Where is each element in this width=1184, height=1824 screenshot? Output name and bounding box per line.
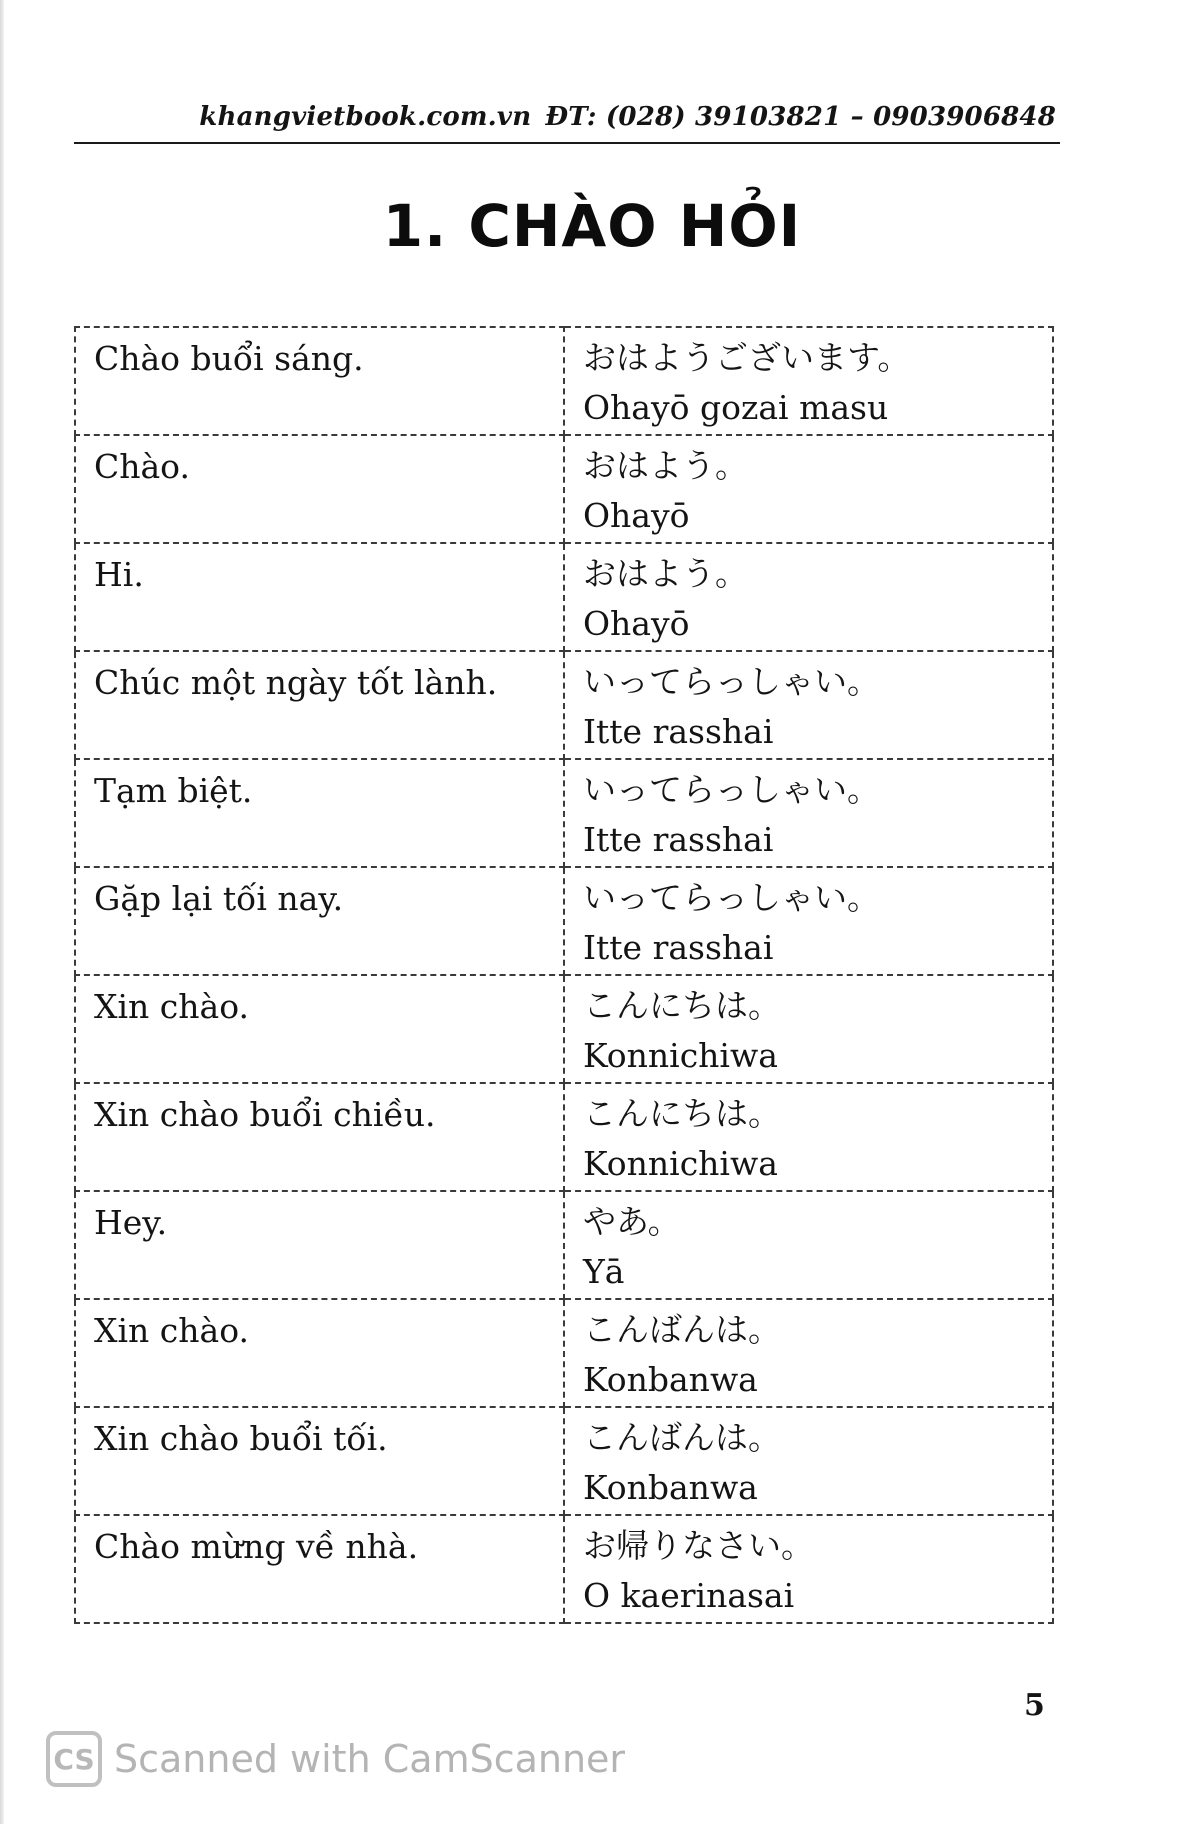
japanese-kana: おはようございます。 [583, 338, 911, 377]
japanese-kana: いってらっしゃい。 [583, 878, 880, 917]
phrase-table-body [75, 327, 1053, 1623]
japanese-kana: いってらっしゃい。 [583, 662, 880, 701]
vietnamese-phrase: Xin chào. [75, 975, 564, 1083]
page-edge [0, 0, 4, 1824]
romaji-reading: Konbanwa [583, 1468, 758, 1507]
table-row [75, 1299, 1053, 1407]
vietnamese-phrase: Chúc một ngày tốt lành. [75, 651, 564, 759]
header-contact [199, 102, 1056, 132]
japanese-kana: こんにちは。 [583, 1094, 781, 1133]
table-row [75, 543, 1053, 651]
page-header [74, 96, 1060, 144]
table-row [75, 327, 1053, 435]
vietnamese-phrase: Chào buổi sáng. [75, 327, 564, 435]
vietnamese-phrase: Xin chào buổi chiều. [75, 1083, 564, 1191]
table-row [75, 975, 1053, 1083]
japanese-cell [564, 651, 1053, 759]
romaji-reading: Yā [583, 1252, 625, 1291]
table-row [75, 1083, 1053, 1191]
romaji-reading: Itte rasshai [583, 712, 774, 751]
vietnamese-phrase: Chào mừng về nhà. [75, 1515, 564, 1623]
table-row [75, 1191, 1053, 1299]
header-website: khangvietbook.com.vn [199, 102, 532, 132]
vietnamese-phrase: Chào. [75, 435, 564, 543]
romaji-reading: Konnichiwa [583, 1144, 778, 1183]
japanese-cell [564, 867, 1053, 975]
romaji-reading: Itte rasshai [583, 820, 774, 859]
table-row [75, 651, 1053, 759]
phrase-table-wrapper [74, 326, 1054, 1624]
table-row [75, 867, 1053, 975]
japanese-kana: おはよう。 [583, 446, 748, 485]
japanese-cell [564, 1191, 1053, 1299]
japanese-kana: いってらっしゃい。 [583, 770, 880, 809]
japanese-cell [564, 975, 1053, 1083]
vietnamese-phrase: Hey. [75, 1191, 564, 1299]
camscanner-watermark [46, 1728, 625, 1790]
vietnamese-phrase: Gặp lại tối nay. [75, 867, 564, 975]
page-number: 5 [1024, 1688, 1045, 1723]
japanese-cell [564, 1299, 1053, 1407]
japanese-kana: おはよう。 [583, 554, 748, 593]
romaji-reading: Konbanwa [583, 1360, 758, 1399]
camscanner-logo-icon: CS [46, 1731, 102, 1787]
table-row [75, 435, 1053, 543]
japanese-cell [564, 1407, 1053, 1515]
vietnamese-phrase: Xin chào buổi tối. [75, 1407, 564, 1515]
japanese-kana: こんにちは。 [583, 986, 781, 1025]
japanese-kana: こんばんは。 [583, 1418, 781, 1457]
japanese-cell [564, 759, 1053, 867]
japanese-kana: こんばんは。 [583, 1310, 781, 1349]
japanese-cell [564, 543, 1053, 651]
japanese-kana: やあ。 [583, 1202, 681, 1241]
romaji-reading: Ohayō gozai masu [583, 388, 889, 427]
romaji-reading: Konnichiwa [583, 1036, 778, 1075]
japanese-cell [564, 435, 1053, 543]
romaji-reading: Ohayō [583, 604, 690, 643]
phrase-table [74, 326, 1054, 1624]
japanese-cell [564, 327, 1053, 435]
romaji-reading: O kaerinasai [583, 1576, 795, 1615]
vietnamese-phrase: Xin chào. [75, 1299, 564, 1407]
table-row [75, 1407, 1053, 1515]
japanese-kana: お帰りなさい。 [583, 1526, 814, 1565]
header-phone: ĐT: (028) 39103821 – 0903906848 [545, 102, 1056, 132]
japanese-cell [564, 1515, 1053, 1623]
romaji-reading: Ohayō [583, 496, 690, 535]
table-row [75, 1515, 1053, 1623]
watermark-text: Scanned with CamScanner [114, 1737, 626, 1781]
vietnamese-phrase: Tạm biệt. [75, 759, 564, 867]
romaji-reading: Itte rasshai [583, 928, 774, 967]
japanese-cell [564, 1083, 1053, 1191]
vietnamese-phrase: Hi. [75, 543, 564, 651]
section-title: 1. CHÀO HỎI [382, 192, 802, 260]
table-row [75, 759, 1053, 867]
